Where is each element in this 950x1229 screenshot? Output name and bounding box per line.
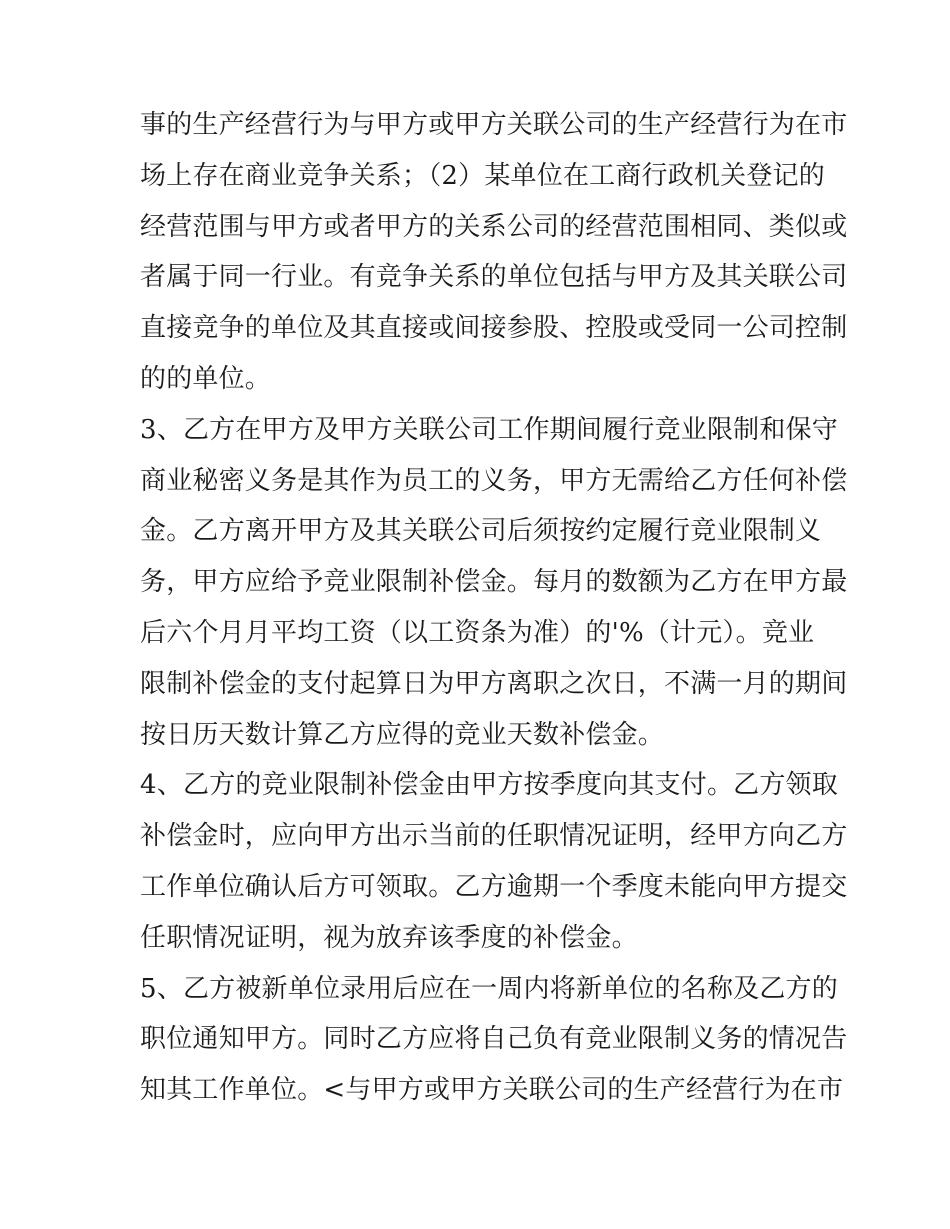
text-line: 者属于同一行业。有竞争关系的单位包括与甲方及其关联公司: [140, 262, 848, 293]
text-line: 商业秘密义务是其作为员工的义务，甲方无需给乙方任何补偿: [140, 465, 848, 496]
text-line: 3、乙方在甲方及甲方关联公司工作期间履行竞业限制和保守: [140, 414, 838, 445]
text-line: 职位通知甲方。同时乙方应将自己负有竞业限制义务的情况告: [140, 1024, 848, 1055]
text-line: 金。乙方离开甲方及其关联公司后须按约定履行竞业限制义: [140, 516, 822, 547]
text-line: 按日历天数计算乙方应得的竞业天数补偿金。: [140, 719, 665, 750]
text-line: 4、乙方的竞业限制补偿金由甲方按季度向其支付。乙方领取: [140, 770, 838, 801]
text-line: 知其工作单位。<与甲方或甲方关联公司的生产经营行为在市: [140, 1075, 844, 1106]
text-line: 场上存在商业竞争关系；（2）某单位在工商行政机关登记的: [140, 160, 825, 191]
text-line: 限制补偿金的支付起算日为甲方离职之次日，不满一月的期间: [140, 668, 848, 699]
text-line: 任职情况证明，视为放弃该季度的补偿金。: [140, 922, 638, 953]
text-line: 5、乙方被新单位录用后应在一周内将新单位的名称及乙方的: [140, 973, 838, 1004]
text-line: 后六个月月平均工资（以工资条为准）的'%（计元）。竞业: [140, 617, 815, 648]
text-line: 事的生产经营行为与甲方或甲方关联公司的生产经营行为在市: [140, 110, 848, 140]
text-line: 直接竞争的单位及其直接或间接参股、控股或受同一公司控制: [140, 313, 848, 344]
text-line: 补偿金时，应向甲方出示当前的任职情况证明，经甲方向乙方: [140, 821, 848, 852]
text-line: 经营范围与甲方或者甲方的关系公司的经营范围相同、类似或: [140, 211, 848, 242]
text-line: 务，甲方应给予竞业限制补偿金。每月的数额为乙方在甲方最: [140, 567, 848, 598]
text-line: 的的单位。: [140, 363, 272, 394]
document-body: [140, 100, 848, 1116]
text-line: 工作单位确认后方可领取。乙方逾期一个季度未能向甲方提交: [140, 871, 848, 902]
